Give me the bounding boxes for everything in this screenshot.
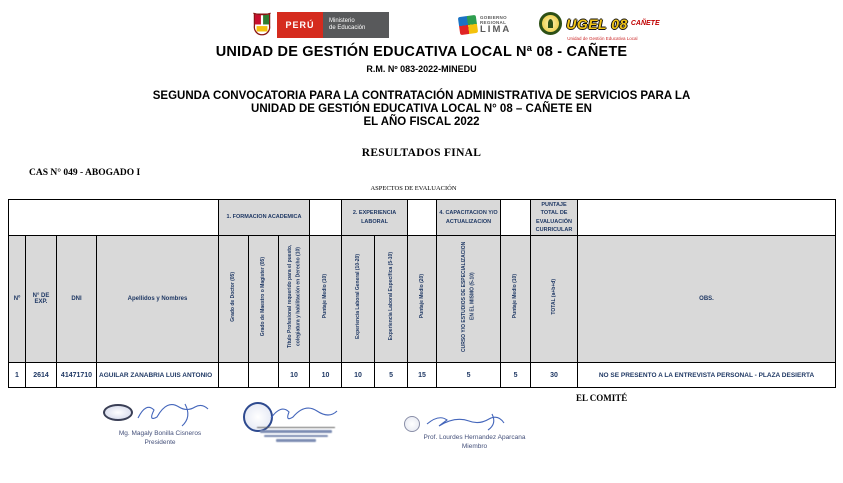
resolution-number: R.M. Nº 083-2022-MINEDU [366, 64, 477, 74]
cell-puntaje-capacitacion: 5 [501, 363, 531, 388]
vheader-label: Grado de Doctor (05) [230, 271, 237, 322]
vheader-label: CURSO Y/O ESTUDIOS DE ESPECIALIZACION EN EL MISMO (5-10) [461, 241, 476, 352]
vheader-label: Experiencia Laboral General (10-20) [354, 253, 361, 340]
ministry-line2: de Educación [329, 25, 366, 31]
cell-numero: 1 [9, 363, 26, 388]
signatory-role: Miembro [461, 443, 488, 450]
ugel-emblem-icon [539, 12, 562, 35]
page-title: UNIDAD DE GESTIÓN EDUCATIVA LOCAL Nª 08 - CAÑETE [215, 44, 628, 60]
group-capacitacion: 4. CAPACITACION Y/O ACTUALIZACION [437, 200, 501, 236]
stamp-line [260, 430, 332, 433]
signatory-name: Mg. Magaly Bonilla Cisneros [118, 430, 202, 437]
cell-obs: NO SE PRESENTO A LA ENTREVISTA PERSONAL - PLAZA DESIERTA [578, 363, 836, 388]
group-spacer-1 [310, 200, 342, 236]
vheader-label: TOTAL (a+b+d) [550, 278, 557, 315]
header-logos [250, 12, 660, 41]
peru-wordmark: PERÚ [277, 12, 323, 38]
cell-cursos: 5 [437, 363, 501, 388]
group-spacer-3 [501, 200, 531, 236]
cell-grado-doctor [219, 363, 249, 388]
vheader-label: Puntaje Medio (20) [418, 274, 425, 319]
cell-expediente: 2614 [26, 363, 57, 388]
cell-grado-maestro [249, 363, 279, 388]
col-header-numero: Nº [9, 236, 26, 363]
evaluation-table [8, 199, 836, 388]
cell-puntaje-experiencia: 15 [408, 363, 437, 388]
cell-puntaje-formacion: 10 [310, 363, 342, 388]
signature-block-stamp [243, 400, 348, 444]
group-header-row [9, 200, 836, 236]
col-header-exp-general [342, 236, 375, 363]
group-formacion-academica: 1. FORMACION ACADEMICA [219, 200, 310, 236]
stamp-line [276, 439, 316, 442]
position-label: CAS N° 049 - ABOGADO I [29, 168, 141, 178]
vheader-label: Grado de Maestro o Magister (05) [260, 256, 267, 337]
ugel-tagline: Unidad de Gestión Educativa Local [567, 36, 638, 41]
col-header-puntaje-experiencia [408, 236, 437, 363]
signature-art [243, 400, 348, 426]
col-header-nombres: Apellidos y Nombres [97, 236, 219, 363]
announcement-line1: SEGUNDA CONVOCATORIA PARA LA CONTRATACIÓN ADMINISTRATIVA DE SERVICIOS PARA LA [152, 90, 691, 102]
col-header-grado-doctor [219, 236, 249, 363]
group-puntaje-total: PUNTAJE TOTAL DE EVALUACIÓN CURRICULAR [531, 200, 578, 236]
vheader-label: Puntaje Medio (10) [322, 274, 329, 319]
vheader-label: Puntaje Medio (10) [512, 274, 519, 319]
col-header-expediente: N° DE EXP. [26, 236, 57, 363]
announcement-line3: EL AÑO FISCAL 2022 [363, 116, 480, 128]
results-title: RESULTADOS FINAL [361, 147, 482, 159]
signatory-role: Presidente [144, 439, 176, 446]
col-header-cursos [437, 236, 501, 363]
committee-label: EL COMITÉ [576, 393, 628, 403]
col-header-total [531, 236, 578, 363]
signature-icon [422, 410, 517, 432]
vheader-label: Título Profesional requerido para el puesto, colegiatura y habilitación en Derecho (10) [286, 244, 301, 349]
stamp-line [264, 435, 328, 438]
cell-titulo-profesional: 10 [279, 363, 310, 388]
gobierno-line3: LIMA [480, 24, 512, 36]
group-spacer-2 [408, 200, 437, 236]
table-caption: ASPECTOS DE EVALUACIÓN [370, 185, 457, 192]
stamp-icon [103, 404, 133, 421]
gobierno-regional-icon [458, 15, 478, 35]
ugel-08-logo [539, 12, 659, 41]
ministry-label [323, 12, 389, 38]
cell-dni: 41471710 [57, 363, 97, 388]
cell-nombres: AGUILAR ZANABRIA LUIS ANTONIO [97, 363, 219, 388]
signature-icon [130, 398, 230, 428]
group-spacer-obs [578, 200, 836, 236]
peru-ministry-logo [250, 12, 389, 38]
signatory-name: Prof. Lourdes Hernandez Aparcana [423, 434, 526, 441]
signature-block-presidente [85, 398, 235, 446]
ugel-city-label: CAÑETE [630, 20, 660, 27]
col-header-grado-maestro [249, 236, 279, 363]
col-header-puntaje-formacion [310, 236, 342, 363]
table-row [9, 363, 836, 388]
col-header-obs: OBS. [578, 236, 836, 363]
gobierno-regional-text [480, 15, 511, 35]
gobierno-regional-lima-logo [459, 12, 511, 38]
ugel-wordmark: UGEL 08 [566, 15, 628, 32]
announcement-line2: UNIDAD DE GESTIÓN EDUCATIVA LOCAL N° 08 – CAÑETE EN [251, 103, 592, 115]
signature-art [85, 398, 235, 428]
col-header-exp-especifica [375, 236, 408, 363]
col-header-titulo-profesional [279, 236, 310, 363]
stamp-text-blur [243, 427, 348, 442]
cell-exp-especifica: 5 [375, 363, 408, 388]
cell-exp-general: 10 [342, 363, 375, 388]
col-header-puntaje-capacitacion [501, 236, 531, 363]
stamp-icon [404, 416, 420, 432]
col-header-dni: DNI [57, 236, 97, 363]
stamp-rule [257, 427, 335, 428]
signature-block-miembro [402, 408, 547, 450]
group-experiencia-laboral: 2. EXPERIENCIA LABORAL [342, 200, 408, 236]
gobierno-line2: REGIONAL [480, 20, 507, 26]
group-spacer-left [9, 200, 219, 236]
announcement-text [0, 90, 843, 129]
ministry-line1: Ministerio [329, 17, 355, 24]
signature-icon [265, 400, 345, 426]
cell-total: 30 [531, 363, 578, 388]
signature-art [402, 408, 547, 432]
gobierno-line1: GOBIERNO [480, 15, 507, 21]
column-header-row [9, 236, 836, 363]
vheader-label: Experiencia Laboral Específica (5-10) [387, 252, 394, 341]
peru-coat-of-arms-icon [250, 12, 274, 38]
